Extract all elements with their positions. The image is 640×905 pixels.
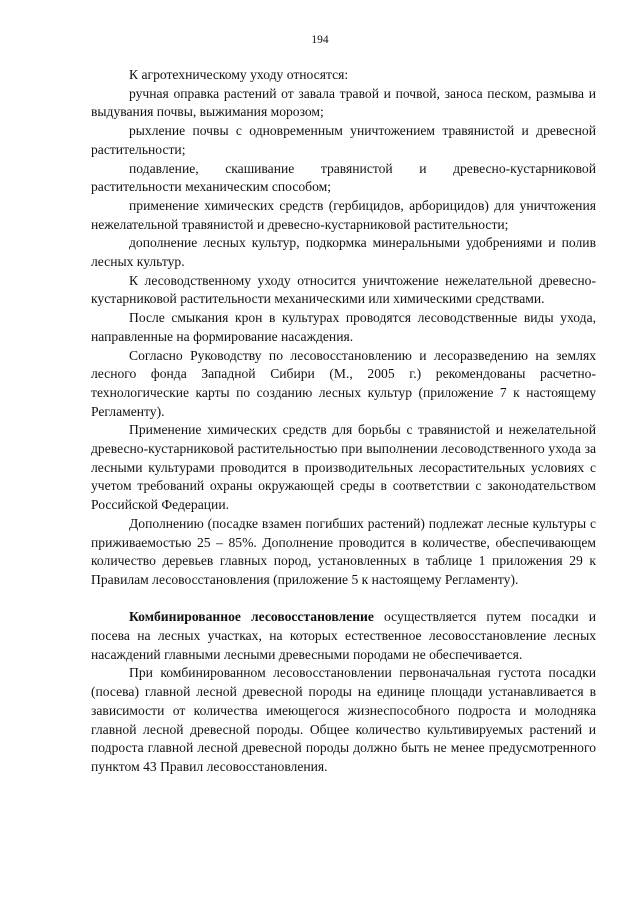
page-number: 194	[311, 34, 329, 46]
paragraph-combined-reforestation	[91, 608, 596, 664]
paragraph-silvicultural-care: К лесоводственному уходу относится уничтожение нежелательной древесно-кустарниковой растительности механическими или химическими средствами.	[91, 272, 596, 307]
paragraph-initial-density: При комбинированном лесовосстановлении первоначальная густота посадки (посева) главной лесной древесной породы на единице площади устанавливается в зависимости от количества имеющегося жизнеспособного подроста и молодняка главной лесной древесной породы. Общее количество культивируемых растений и подроста главной лесной древесной породы должно быть не менее предусмотренного пунктом 43 Правил лесовосстановления.	[91, 665, 596, 774]
paragraph-guidance-reference: Согласно Руководству по лесовосстановлению и лесоразведению на землях лесного фонда Западной Сибири (М., 2005 г.) рекомендованы расчетно-технологические карты по созданию лесных культур (приложение 7 к настоящему Регламенту).	[91, 347, 596, 419]
document-body	[91, 66, 596, 777]
paragraph-supplementing-crops: дополнение лесных культур, подкормка минеральными удобрениями и полив лесных культур.	[91, 235, 596, 270]
combined-reforestation-term: Комбинированное лесовосстановление	[129, 609, 374, 625]
paragraph-soil-loosening: рыхление почвы с одновременным уничтожением травянистой и древесной растительности;	[91, 123, 596, 157]
paragraph-agrotech-intro: К агротехническому уходу относятся:	[129, 67, 349, 82]
combined-reforestation-text: осуществляется путем посадки и посева на лесных участках, на которых естественное лесовосстановление лесных насаждений главными лесными древесными породами не обеспечивается.	[91, 609, 597, 662]
paragraph-mechanical-suppression: подавление, скашивание травянистой и древесно-кустарниковой растительности механическим способом;	[91, 160, 596, 195]
paragraph-chemical-application: Применение химических средств для борьбы с травянистой и нежелательной древесно-кустарниковой растительностью при выполнении лесоводственного ухода за лесными культурами проводится в производительных лесорастительных условиях с учетом требований охраны окружающей среды в соответствии с законодательством Российской Федерации.	[91, 422, 596, 513]
paragraph-crown-closure: После смыкания крон в культурах проводятся лесоводственные виды ухода, направленные на формирование насаждения.	[91, 310, 596, 344]
paragraph-chemical-means: применение химических средств (гербицидов, арборицидов) для уничтожения нежелательной травянистой и древесно-кустарниковой растительности;	[91, 197, 596, 232]
paragraph-manual-adjustment: ручная оправка растений от завала травой и почвой, заноса песком, размыва и выдувания почвы, выжимания морозом;	[91, 85, 596, 120]
paragraph-replanting: Дополнению (посадке взамен погибших растений) подлежат лесные культуры с приживаемостью 25 – 85%. Дополнение проводится в количестве, обеспечивающем количество деревьев главных пород, установленных в таблице 1 приложения 29 к Правилам лесовосстановления (приложение 5 к настоящему Регламенту).	[91, 515, 596, 587]
